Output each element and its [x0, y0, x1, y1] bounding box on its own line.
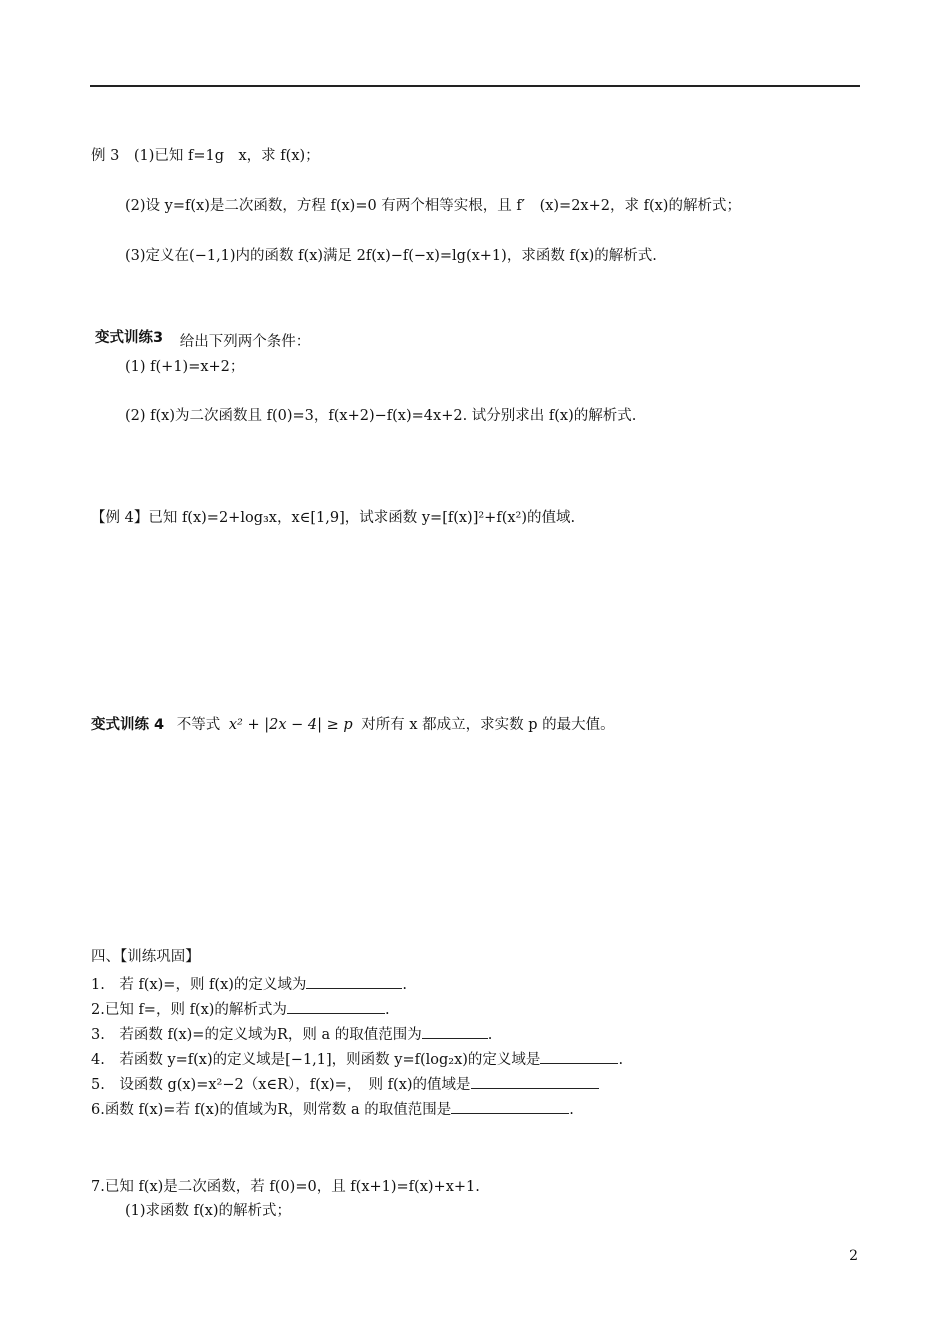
- example4-text: 【例 4】已知 f(x)=2+log₃x，x∈[1,9]，试求函数 y=[f(x)]²+f(x²)的值域.: [91, 510, 576, 526]
- exercise-text: 3. 若函数 f(x)=的定义域为R，则 a 的取值范围为: [91, 1027, 422, 1043]
- variant4-formula: x² + |2x − 4| ≥ p: [228, 717, 353, 733]
- question7-stem: 7.已知 f(x)是二次函数，若 f(0)=0，且 f(x+1)=f(x)+x+1.: [91, 1179, 480, 1195]
- header-rule: [90, 85, 860, 87]
- question7-sub1: (1)求函数 f(x)的解析式；: [125, 1203, 292, 1219]
- variant3-label: 变式训练3: [95, 330, 164, 346]
- answer-blank: [422, 1025, 488, 1039]
- variant3-cond1: (1) f(+1)=x+2；: [125, 359, 245, 375]
- exercise-item-3: [91, 1025, 492, 1044]
- answer-blank: [451, 1100, 569, 1114]
- variant4-line: [91, 716, 615, 734]
- answer-blank: [471, 1075, 599, 1089]
- exercise-text: 1. 若 f(x)=，则 f(x)的定义域为: [91, 977, 307, 993]
- exercise-text: 2.已知 f=，则 f(x)的解析式为: [91, 1002, 287, 1018]
- variant4-label: 变式训练 4: [91, 717, 165, 733]
- exercise-end: .: [618, 1052, 624, 1068]
- variant3-intro: 给出下列两个条件：: [179, 334, 311, 350]
- exercise-text: 5. 设函数 g(x)=x²−2（x∈R），f(x)=， 则 f(x)的值域是: [91, 1077, 471, 1093]
- exercise-end: .: [487, 1027, 493, 1043]
- exercise-item-4: [91, 1050, 623, 1069]
- variant3-cond2: (2) f(x)为二次函数且 f(0)=3，f(x+2)−f(x)=4x+2. 试分别求出 f(x)的解析式.: [125, 408, 637, 424]
- variant4-after: 对所有 x 都成立，求实数 p 的最大值。: [361, 717, 615, 733]
- example3-part1: 例 3 (1)已知 f=1g x，求 f(x)；: [91, 148, 320, 164]
- page-number: 2: [849, 1248, 858, 1264]
- answer-blank: [540, 1050, 618, 1064]
- exercise-item-5: [91, 1075, 599, 1094]
- exercise-end: .: [569, 1102, 574, 1118]
- exercise-text: 6.函数 f(x)=若 f(x)的值域为R，则常数 a 的取值范围是: [91, 1102, 452, 1118]
- example3-part3: (3)定义在(−1,1)内的函数 f(x)满足 2f(x)−f(−x)=lg(x+1)，求函数 f(x)的解析式.: [125, 248, 657, 264]
- exercise-item-1: [91, 975, 407, 994]
- exercise-item-2: [91, 1000, 390, 1019]
- exercise-end: .: [402, 977, 408, 993]
- variant4-before: 不等式: [176, 717, 221, 733]
- answer-blank: [287, 1000, 385, 1014]
- answer-blank: [306, 975, 402, 989]
- example3-part2: (2)设 y=f(x)是二次函数，方程 f(x)=0 有两个相等实根，且 f′ (x)=2x+2，求 f(x)的解析式；: [125, 198, 741, 214]
- exercise-text: 4. 若函数 y=f(x)的定义域是[−1,1]，则函数 y=f(log₂x)的定义域是: [91, 1052, 541, 1068]
- exercise-item-6: [91, 1100, 574, 1119]
- exercise-end: .: [384, 1002, 390, 1018]
- section4-title: 四、【训练巩固】: [91, 949, 200, 965]
- variant3-heading: [95, 329, 311, 350]
